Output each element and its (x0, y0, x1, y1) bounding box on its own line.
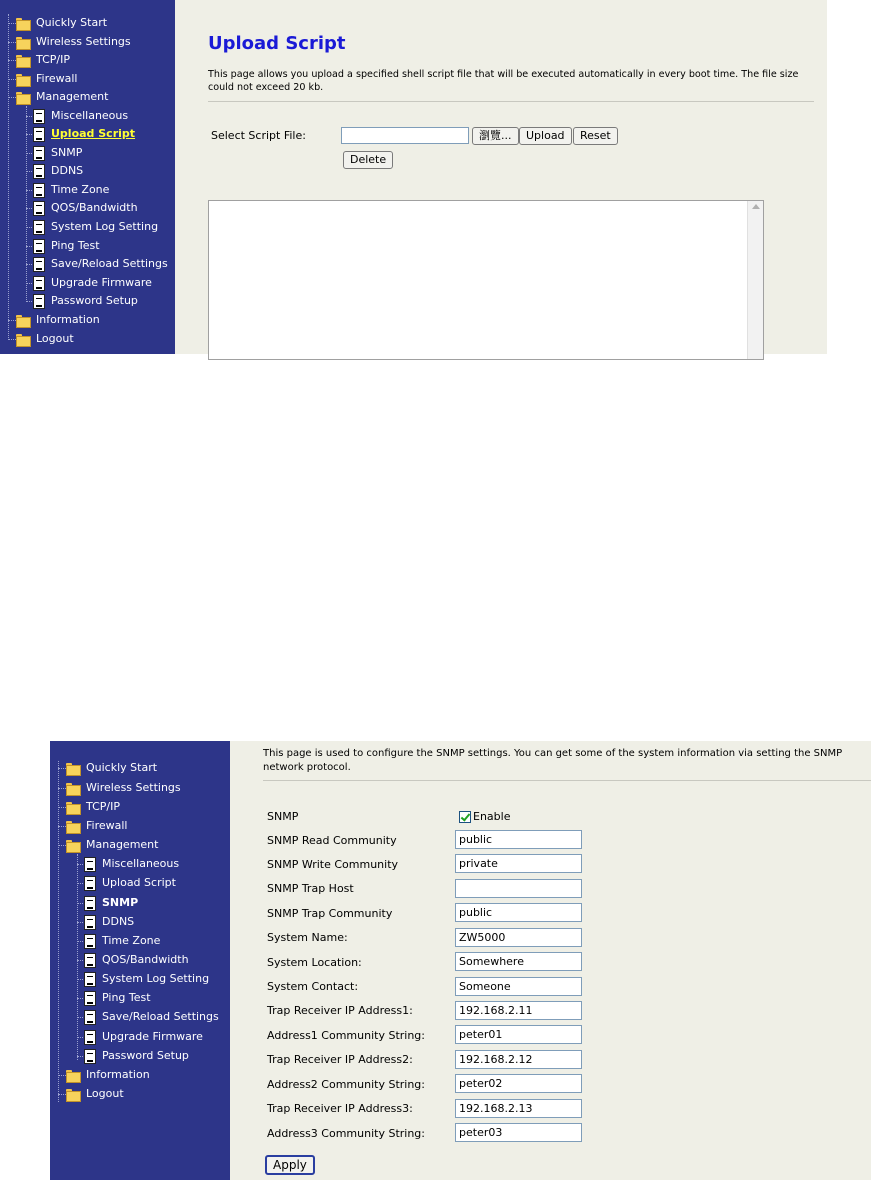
snmp-trap-host-input[interactable] (455, 879, 582, 898)
delete-button[interactable]: Delete (343, 151, 393, 169)
nav-password-setup[interactable] (84, 1047, 189, 1065)
nav-label: Logout (86, 1087, 124, 1100)
select-script-label: Select Script File: (211, 129, 306, 142)
document-icon (33, 257, 45, 272)
nav-quickly-start[interactable] (66, 759, 157, 777)
nav-information[interactable] (16, 311, 100, 329)
folder-icon (16, 55, 30, 66)
nav-firewall[interactable] (66, 817, 127, 835)
document-icon (33, 127, 45, 142)
nav-quickly-start[interactable] (16, 14, 107, 32)
nav-management[interactable] (66, 836, 158, 854)
nav-miscellaneous[interactable] (33, 107, 128, 125)
document-icon (84, 1049, 96, 1064)
nav-label: Miscellaneous (102, 857, 180, 870)
snmp-trap-community-input[interactable] (455, 903, 582, 922)
nav-tcpip[interactable] (66, 798, 120, 816)
script-content-area[interactable] (208, 200, 764, 360)
nav-label: Time Zone (51, 183, 110, 196)
nav-management[interactable] (16, 88, 108, 106)
document-icon (33, 146, 45, 161)
nav-firewall[interactable] (16, 70, 77, 88)
folder-icon (16, 74, 30, 85)
nav-upload-script[interactable] (84, 874, 176, 892)
nav-label: Ping Test (51, 239, 100, 252)
document-icon (84, 876, 96, 891)
upload-content-panel (175, 0, 827, 354)
nav-time-zone[interactable] (33, 181, 109, 199)
nav-label: Time Zone (102, 934, 161, 947)
nav-qos-bandwidth[interactable] (33, 199, 138, 217)
nav-label: Miscellaneous (51, 109, 129, 122)
address1-community-input[interactable] (455, 1025, 582, 1044)
nav-logout[interactable] (16, 330, 74, 348)
browse-button[interactable]: 瀏覽... (472, 127, 519, 145)
document-icon (84, 896, 96, 911)
apply-button[interactable]: Apply (265, 1155, 315, 1175)
nav-label: Upgrade Firmware (51, 276, 152, 289)
field-label: Address2 Community String: (267, 1078, 425, 1091)
trap-receiver-ip1-input[interactable] (455, 1001, 582, 1020)
page-description-line2: could not exceed 20 kb. (208, 82, 324, 93)
page-description-line1: This page allows you upload a specified shell script file that will be executed automatically in every boot time. The file size (208, 69, 799, 80)
system-location-input[interactable] (455, 952, 582, 971)
document-icon (33, 109, 45, 124)
document-icon (84, 1030, 96, 1045)
nav-label: System Log Setting (102, 972, 210, 985)
page-description-line2: network protocol. (263, 762, 351, 773)
scrollbar[interactable] (747, 201, 763, 359)
nav-label: Upload Script (102, 876, 176, 889)
nav-label: Password Setup (102, 1049, 189, 1062)
nav-snmp[interactable] (84, 894, 138, 912)
nav-label: Information (86, 1068, 150, 1081)
folder-icon (66, 783, 80, 794)
nav-password-setup[interactable] (33, 292, 138, 310)
document-icon (33, 164, 45, 179)
nav-system-log-setting[interactable] (33, 218, 158, 236)
nav-ping-test[interactable] (33, 237, 100, 255)
nav-ddns[interactable] (33, 162, 83, 180)
snmp-enable-checkbox[interactable] (459, 811, 471, 823)
document-icon (84, 915, 96, 930)
nav-label: Ping Test (102, 991, 151, 1004)
nav-label: Wireless Settings (36, 35, 131, 48)
system-name-input[interactable] (455, 928, 582, 947)
upload-button[interactable]: Upload (519, 127, 572, 145)
nav-label: SNMP (51, 146, 83, 159)
field-label: System Name: (267, 931, 348, 944)
scroll-up-arrow-icon[interactable] (752, 204, 760, 209)
nav-label: Quickly Start (86, 761, 158, 774)
document-icon (84, 857, 96, 872)
nav-qos-bandwidth[interactable] (84, 951, 189, 969)
folder-icon (66, 821, 80, 832)
document-icon (33, 201, 45, 216)
folder-open-icon (66, 840, 80, 851)
document-icon (33, 294, 45, 309)
nav-information[interactable] (66, 1066, 150, 1084)
nav-tcpip[interactable] (16, 51, 70, 69)
document-icon (33, 239, 45, 254)
document-icon (33, 183, 45, 198)
nav-miscellaneous[interactable] (84, 855, 179, 873)
folder-icon (16, 37, 30, 48)
document-icon (33, 220, 45, 235)
sidebar (0, 0, 175, 354)
folder-icon (66, 763, 80, 774)
nav-label: System Log Setting (51, 220, 159, 233)
nav-label: TCP/IP (86, 800, 120, 813)
nav-label: QOS/Bandwidth (102, 953, 189, 966)
field-label: Address1 Community String: (267, 1029, 425, 1042)
nav-label: Information (36, 313, 100, 326)
nav-time-zone[interactable] (84, 932, 160, 950)
document-icon (84, 972, 96, 987)
nav-label: Save/Reload Settings (51, 257, 168, 270)
folder-icon (66, 802, 80, 813)
nav-wireless-settings[interactable] (16, 33, 131, 51)
document-icon (84, 1010, 96, 1025)
script-file-input[interactable] (341, 127, 469, 144)
snmp-label: SNMP (267, 810, 299, 823)
field-label: SNMP Trap Community (267, 907, 393, 920)
nav-upgrade-firmware[interactable] (84, 1028, 203, 1046)
enable-label: Enable (473, 810, 511, 823)
nav-wireless-settings[interactable] (66, 779, 181, 797)
nav-ping-test[interactable] (84, 989, 151, 1007)
nav-save-reload-settings[interactable] (33, 255, 168, 273)
nav-label: Wireless Settings (86, 781, 181, 794)
snmp-read-community-input[interactable] (455, 830, 582, 849)
nav-label: Firewall (36, 72, 78, 85)
nav-label: Upgrade Firmware (102, 1030, 203, 1043)
nav-label: Quickly Start (36, 16, 108, 29)
page-description-line1: This page is used to configure the SNMP settings. You can get some of the system information via setting the SNMP (263, 748, 843, 759)
nav-snmp[interactable] (33, 144, 82, 162)
field-label: System Contact: (267, 980, 359, 993)
nav-label: Management (36, 90, 109, 103)
nav-label: Password Setup (51, 294, 138, 307)
address2-community-input[interactable] (455, 1074, 582, 1093)
nav-label: DDNS (51, 164, 84, 177)
nav-label: TCP/IP (36, 53, 70, 66)
nav-upload-script[interactable] (33, 125, 135, 143)
nav-logout[interactable] (66, 1085, 124, 1103)
address3-community-input[interactable] (455, 1123, 582, 1142)
folder-open-icon (16, 92, 30, 103)
snmp-content-panel (230, 741, 871, 1180)
snmp-write-community-input[interactable] (455, 854, 582, 873)
nav-upgrade-firmware[interactable] (33, 274, 152, 292)
document-icon (84, 991, 96, 1006)
field-label: SNMP Trap Host (267, 882, 354, 895)
nav-label: Logout (36, 332, 74, 345)
folder-icon (16, 18, 30, 29)
document-icon (33, 276, 45, 291)
folder-icon (66, 1070, 80, 1081)
tree-line (8, 14, 9, 340)
field-label: Trap Receiver IP Address3: (267, 1102, 413, 1115)
system-contact-input[interactable] (455, 977, 582, 996)
nav-label: QOS/Bandwidth (51, 201, 138, 214)
field-label: Trap Receiver IP Address1: (267, 1004, 413, 1017)
nav-system-log-setting[interactable] (84, 970, 209, 988)
nav-ddns[interactable] (84, 913, 134, 931)
document-icon (84, 934, 96, 949)
nav-label: Save/Reload Settings (102, 1010, 219, 1023)
nav-save-reload-settings[interactable] (84, 1008, 219, 1026)
divider (263, 780, 871, 781)
nav-label: Firewall (86, 819, 128, 832)
field-label: System Location: (267, 956, 362, 969)
folder-icon (16, 334, 30, 345)
trap-receiver-ip3-input[interactable] (455, 1099, 582, 1118)
trap-receiver-ip2-input[interactable] (455, 1050, 582, 1069)
nav-label: Management (86, 838, 159, 851)
field-label: SNMP Write Community (267, 858, 399, 871)
page-title: Upload Script (208, 33, 346, 54)
nav-label: Upload Script (51, 127, 136, 140)
nav-label: SNMP (102, 896, 139, 909)
tree-line (26, 106, 27, 302)
sidebar (50, 741, 230, 1180)
field-label: Trap Receiver IP Address2: (267, 1053, 413, 1066)
field-label: SNMP Read Community (267, 834, 397, 847)
nav-label: DDNS (102, 915, 135, 928)
field-label: Address3 Community String: (267, 1127, 425, 1140)
folder-icon (66, 1089, 80, 1100)
reset-button[interactable]: Reset (573, 127, 618, 145)
divider (208, 101, 814, 102)
folder-icon (16, 315, 30, 326)
document-icon (84, 953, 96, 968)
